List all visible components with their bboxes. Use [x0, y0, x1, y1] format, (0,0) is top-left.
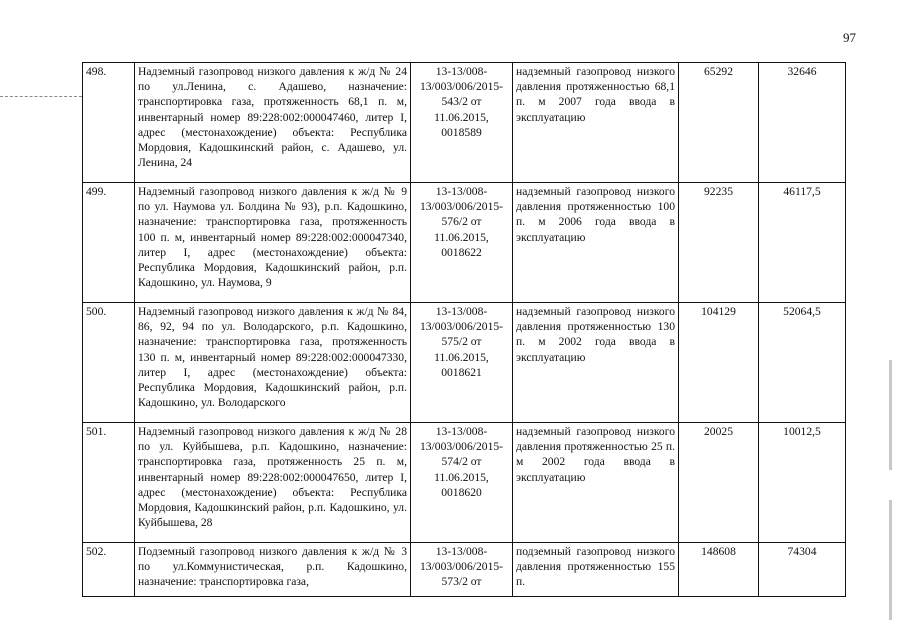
object-characteristics: надземный газопровод низкого давления протяженностью 68,1 п. м 2007 года ввода в эксплуатацию — [513, 63, 679, 183]
registration-record: 13-13/008-13/003/006/2015-574/2 от 11.06.2015, 0018620 — [411, 423, 513, 543]
value-cell: 74304 — [759, 543, 846, 597]
row-number: 499. — [83, 183, 135, 303]
object-description: Надземный газопровод низкого давления к ж/д № 28 по ул. Куйбышева, р.п. Кадошкино, назначение: транспортировка газа, протяженность 25 п. м, инвентарный номер 89:228:002:000047650, литер I, адрес (местонахождение) объекта: Республика Мордовия, Кадошкинский район, р.п. Кадошкино, ул. Куйбышева, 28 — [135, 423, 411, 543]
value-cell: 10012,5 — [759, 423, 846, 543]
value-cell: 92235 — [679, 183, 759, 303]
object-description: Надземный газопровод низкого давления к ж/д № 24 по ул.Ленина, с. Адашево, назначение: транспортировка газа, протяженность 68,1 п. м, инвентарный номер 89:228:002:000047460, литер I, адрес (местонахождение) объекта: Республика Мордовия, Кадошкинский район, с. Адашево, ул. Ленина, 24 — [135, 63, 411, 183]
scan-edge-mark — [889, 500, 892, 620]
table-row — [83, 423, 846, 543]
row-number: 502. — [83, 543, 135, 597]
registration-record: 13-13/008-13/003/006/2015-543/2 от 11.06.2015, 0018589 — [411, 63, 513, 183]
value-cell: 104129 — [679, 303, 759, 423]
value-cell: 20025 — [679, 423, 759, 543]
row-number: 498. — [83, 63, 135, 183]
registration-record: 13-13/008-13/003/006/2015-576/2 от 11.06.2015, 0018622 — [411, 183, 513, 303]
object-description: Подземный газопровод низкого давления к ж/д № 3 по ул.Коммунистическая, р.п. Кадошкино, назначение: транспортировка газа, — [135, 543, 411, 597]
table-row — [83, 183, 846, 303]
row-number: 500. — [83, 303, 135, 423]
value-cell: 52064,5 — [759, 303, 846, 423]
value-cell: 65292 — [679, 63, 759, 183]
object-characteristics: надземный газопровод низкого давления протяженностью 100 п. м 2006 года ввода в эксплуатацию — [513, 183, 679, 303]
table-row — [83, 303, 846, 423]
object-description: Надземный газопровод низкого давления к ж/д № 84, 86, 92, 94 по ул. Володарского, р.п. Кадошкино, назначение: транспортировка газа, протяженность 130 п. м, инвентарный номер 89:228:002:000047330, литер I, адрес (местонахождение) объекта: Республика Мордовия, Кадошкинский район, р.п. Кадошкино, ул. Володарского — [135, 303, 411, 423]
page-number: 97 — [843, 30, 856, 45]
property-register-table — [82, 62, 846, 597]
object-characteristics: подземный газопровод низкого давления протяженностью 155 п. — [513, 543, 679, 597]
object-characteristics: надземный газопровод низкого давления протяженностью 25 п. м 2002 года ввода в эксплуатацию — [513, 423, 679, 543]
scan-edge-mark — [889, 360, 892, 470]
value-cell: 32646 — [759, 63, 846, 183]
scan-artifact-line — [0, 96, 82, 97]
value-cell: 46117,5 — [759, 183, 846, 303]
value-cell: 148608 — [679, 543, 759, 597]
row-number: 501. — [83, 423, 135, 543]
object-characteristics: надземный газопровод низкого давления протяженностью 130 п. м 2002 года ввода в эксплуатацию — [513, 303, 679, 423]
table-row — [83, 63, 846, 183]
table-row — [83, 543, 846, 597]
registration-record: 13-13/008-13/003/006/2015-573/2 от — [411, 543, 513, 597]
object-description: Надземный газопровод низкого давления к ж/д № 9 по ул. Наумова ул. Болдина № 93), р.п. Кадошкино, назначение: транспортировка газа, протяженность 100 п. м, инвентарный номер 89:228:002:000047340, литер I, адрес (местонахождение) объекта: Республика Мордовия, Кадошкинский район, р.п. Кадошкино, ул. Наумова, 9 — [135, 183, 411, 303]
registration-record: 13-13/008-13/003/006/2015-575/2 от 11.06.2015, 0018621 — [411, 303, 513, 423]
